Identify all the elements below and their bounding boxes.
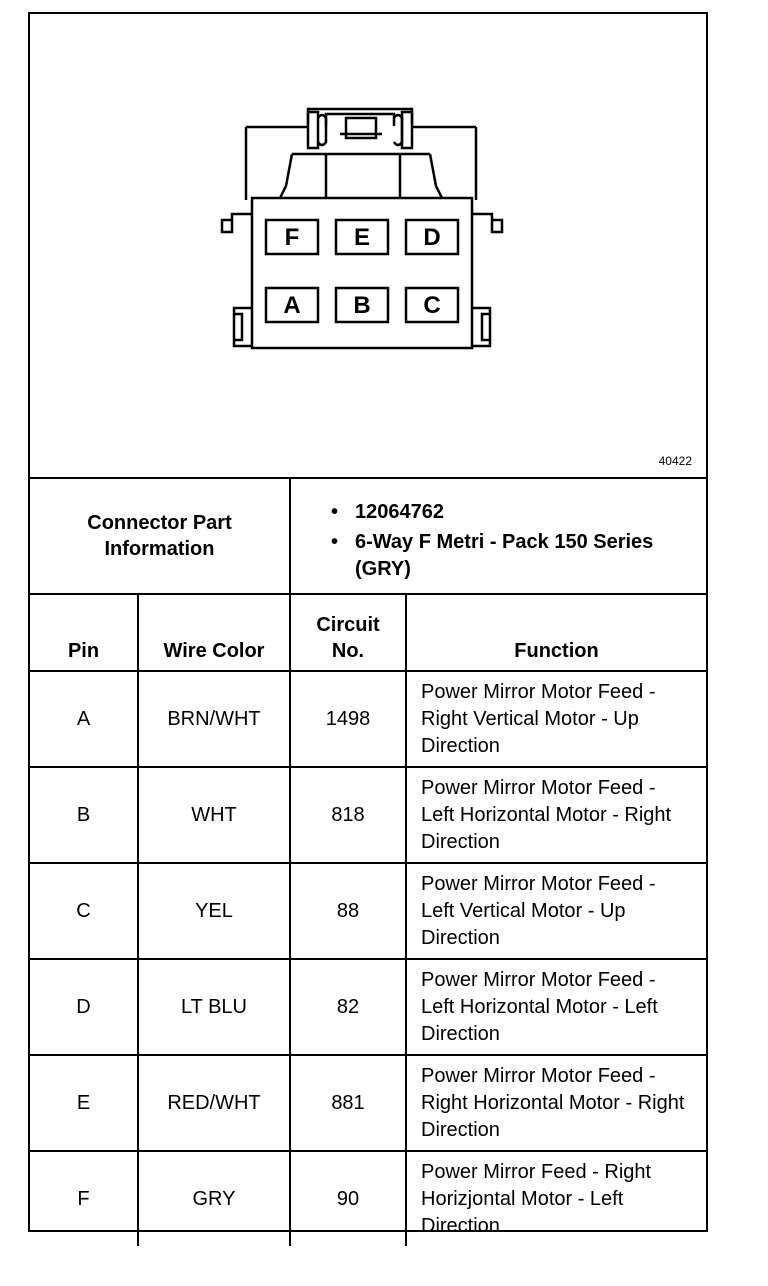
header-pin: Pin	[30, 594, 138, 671]
function-text: Power Mirror Motor Feed - Left Horizontal Motor - Right Direction	[421, 776, 672, 853]
pinout-table	[30, 477, 706, 1246]
connector-info-row	[30, 478, 706, 594]
function-cell	[406, 863, 706, 959]
table-row	[30, 1151, 706, 1246]
pin-cell: E	[30, 1055, 138, 1151]
function-cell	[406, 1055, 706, 1151]
function-text: Power Mirror Motor Feed - Right Horizontal Motor - Right Direction	[421, 1064, 685, 1141]
function-cell	[406, 767, 706, 863]
pin-label: F	[284, 224, 300, 251]
wire-color-cell: LT BLU	[138, 959, 290, 1055]
connector-description: 6-Way F Metri - Pack 150 Series (GRY)	[355, 531, 654, 580]
pin-label: E	[353, 224, 371, 251]
description-item	[331, 529, 675, 583]
connector-sheet	[28, 12, 708, 1237]
wire-color-cell: WHT	[138, 767, 290, 863]
pin-cell: C	[30, 863, 138, 959]
function-text: Power Mirror Motor Feed - Left Vertical Motor - Up Direction	[421, 872, 656, 949]
table-row	[30, 671, 706, 767]
pin-cell: A	[30, 671, 138, 767]
pin-cell: D	[30, 959, 138, 1055]
circuit-cell: 88	[290, 863, 406, 959]
part-number: 12064762	[355, 501, 444, 523]
connector-info-value	[290, 478, 706, 594]
header-circuit-text: Circuit No.	[316, 614, 380, 662]
wire-color-cell: YEL	[138, 863, 290, 959]
connector-drawing	[30, 14, 706, 477]
bullet-icon: •	[331, 531, 339, 553]
circuit-cell: 90	[290, 1151, 406, 1246]
connector-face-diagram	[30, 14, 706, 477]
table-row	[30, 863, 706, 959]
header-function: Function	[406, 594, 706, 671]
function-text: Power Mirror Feed - Right Horizjontal Motor - Left Direction	[421, 1160, 652, 1237]
pin-label: C	[423, 292, 441, 319]
part-number-item	[331, 495, 706, 529]
pin-label: B	[353, 292, 371, 319]
function-cell	[406, 671, 706, 767]
wire-color-cell: GRY	[138, 1151, 290, 1246]
function-text: Power Mirror Motor Feed - Left Horizontal Motor - Left Direction	[421, 968, 658, 1045]
circuit-cell: 818	[290, 767, 406, 863]
connector-info-label	[30, 478, 290, 594]
pin-label: D	[423, 224, 441, 251]
circuit-cell: 82	[290, 959, 406, 1055]
header-circuit	[290, 594, 406, 671]
table-row	[30, 1055, 706, 1151]
figure-id: 40422	[658, 454, 692, 468]
pin-label: A	[283, 292, 301, 319]
function-text: Power Mirror Motor Feed - Right Vertical Motor - Up Direction	[421, 680, 656, 757]
bullet-icon: •	[331, 501, 339, 523]
table-row	[30, 959, 706, 1055]
function-cell	[406, 1151, 706, 1246]
connector-info-label-text: Connector Part Information	[87, 512, 232, 560]
function-cell	[406, 959, 706, 1055]
pin-cell: F	[30, 1151, 138, 1246]
header-wire-color: Wire Color	[138, 594, 290, 671]
pin-cell: B	[30, 767, 138, 863]
table-row	[30, 767, 706, 863]
circuit-cell: 881	[290, 1055, 406, 1151]
circuit-cell: 1498	[290, 671, 406, 767]
header-row	[30, 594, 706, 671]
wire-color-cell: BRN/WHT	[138, 671, 290, 767]
wire-color-cell: RED/WHT	[138, 1055, 290, 1151]
pin-labels	[283, 224, 440, 319]
